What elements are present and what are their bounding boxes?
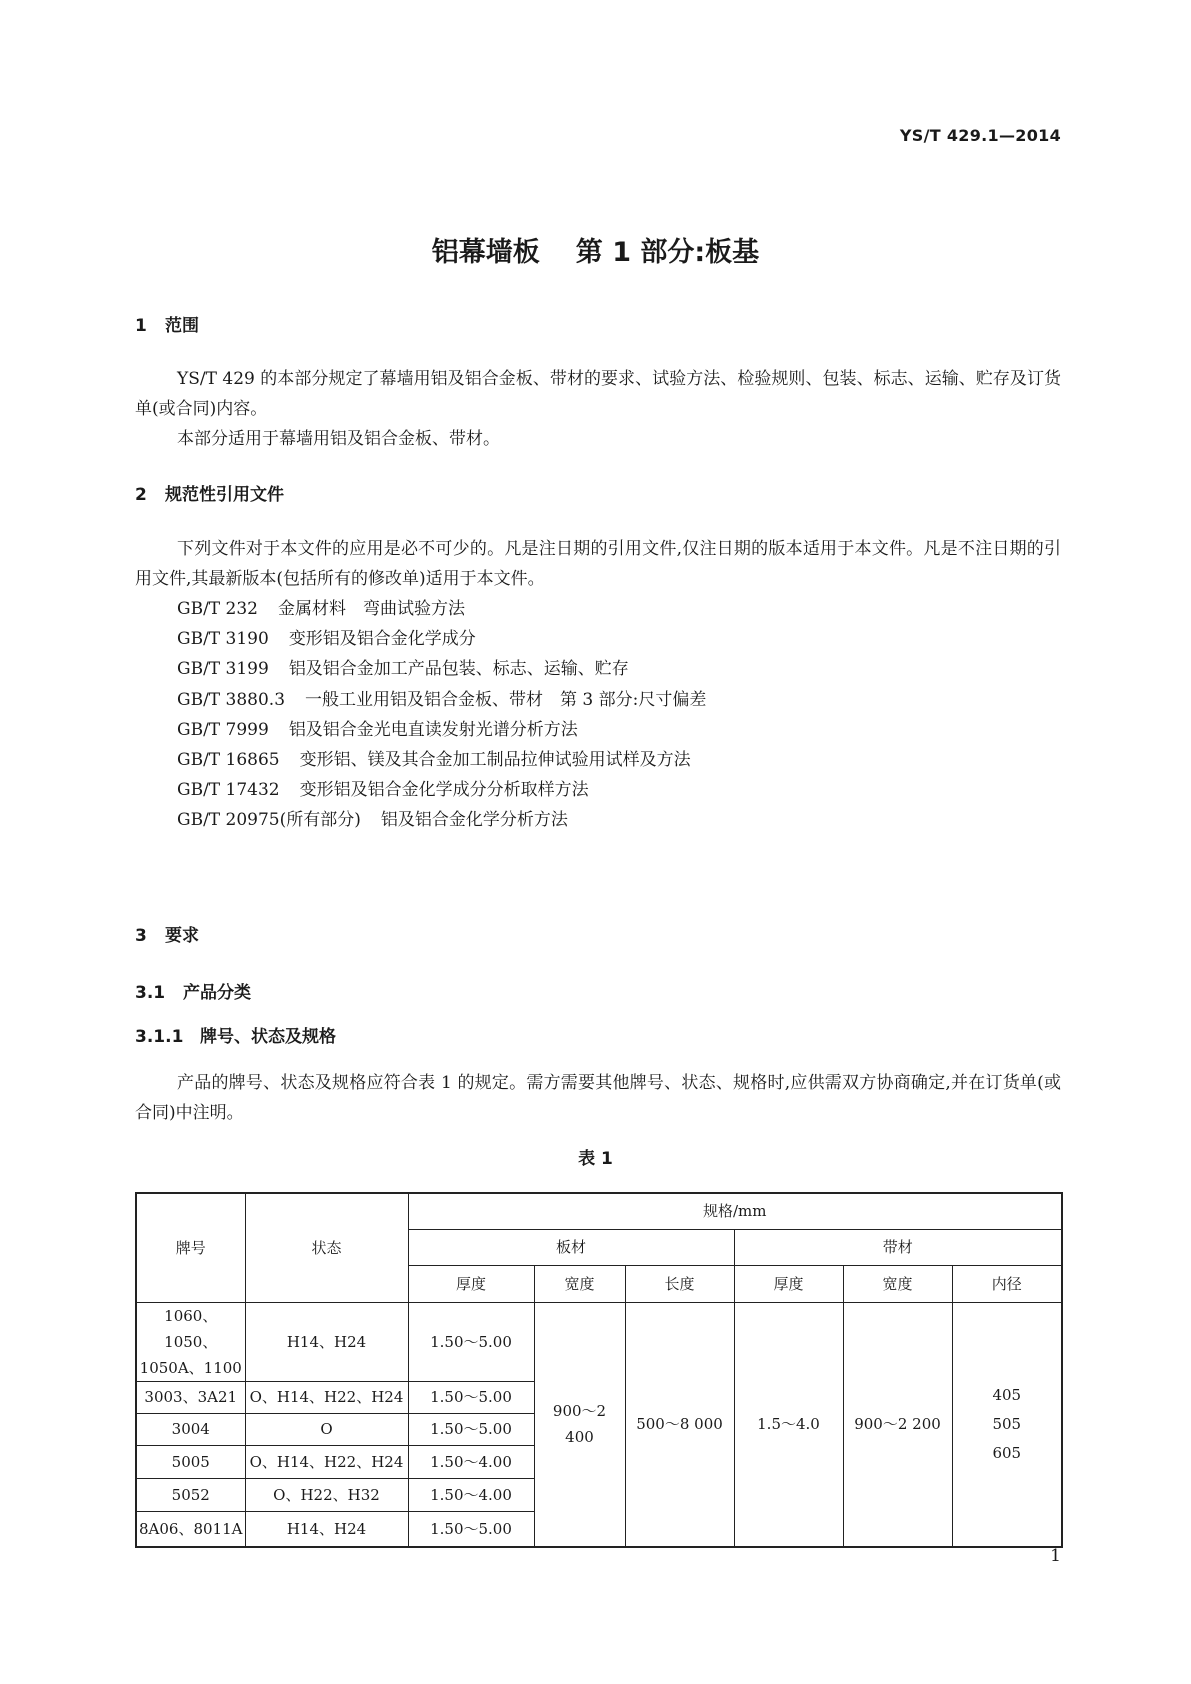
cell-thickness: 1.50～4.00: [408, 1445, 534, 1478]
document-title: [0, 230, 1191, 269]
section-number: 3: [135, 926, 147, 946]
reference-code: GB/T 7999: [177, 719, 269, 740]
cell-thickness: 1.50～5.00: [408, 1381, 534, 1413]
paragraph: YS/T 429 的本部分规定了幕墙用铝及铝合金板、带材的要求、试验方法、检验规则、包装、标志、运输、贮存及订货单(或合同)内容。: [135, 369, 1061, 419]
section-number: 3.1.1: [135, 1027, 184, 1047]
section-1-heading: [135, 311, 199, 336]
reference-item: [177, 594, 706, 624]
header-strip-thickness: 厚度: [734, 1265, 843, 1302]
reference-item: [177, 685, 706, 715]
section-title: 牌号、状态及规格: [200, 1027, 336, 1047]
section-number: 3.1: [135, 983, 166, 1003]
section-number: 1: [135, 316, 147, 336]
reference-code: GB/T 16865: [177, 750, 280, 771]
header-strip-width: 宽度: [843, 1265, 952, 1302]
cell-grade: 3003、3A21: [136, 1381, 245, 1413]
cell-strip-thickness: 1.5～4.0: [734, 1302, 843, 1547]
paragraph: 下列文件对于本文件的应用是必不可少的。凡是注日期的引用文件,仅注日期的版本适用于本文件。凡是不注日期的引用文件,其最新版本(包括所有的修改单)适用于本文件。: [135, 539, 1061, 589]
cell-temper: O: [245, 1413, 408, 1445]
reference-code: GB/T 17432: [177, 780, 280, 801]
title-main: 铝幕墙板: [431, 237, 540, 268]
section-title: 范围: [165, 316, 199, 336]
section-number: 2: [135, 485, 147, 505]
cell-strip-width: 900～2 200: [843, 1302, 952, 1547]
paragraph: 本部分适用于幕墙用铝及铝合金板、带材。: [177, 429, 500, 449]
reference-item: [177, 805, 706, 835]
grade-spec-body: [135, 1068, 1061, 1128]
header-sheet: 板材: [408, 1229, 734, 1265]
cell-thickness: 1.50～5.00: [408, 1511, 534, 1547]
reference-code: GB/T 3880.3: [177, 689, 286, 710]
reference-title: 铝及铝合金加工产品包装、标志、运输、贮存: [288, 659, 629, 680]
table-row: [136, 1302, 1062, 1381]
header-strip: 带材: [734, 1229, 1062, 1265]
cell-grade: 8A06、8011A: [136, 1511, 245, 1547]
section-3-1-heading: [135, 978, 251, 1003]
reference-title: 金属材料 弯曲试验方法: [278, 599, 465, 619]
reference-title: 铝及铝合金光电直读发射光谱分析方法: [288, 719, 578, 740]
cell-temper: H14、H24: [245, 1302, 408, 1381]
title-sub: 第 1 部分:板基: [575, 237, 760, 268]
header-spec: 规格/mm: [408, 1193, 1062, 1229]
cell-thickness: 1.50～4.00: [408, 1478, 534, 1511]
reference-item: [177, 654, 706, 684]
cell-temper: O、H14、H22、H24: [245, 1381, 408, 1413]
cell-sheet-length: 500～8 000: [625, 1302, 734, 1547]
cell-grade: 5005: [136, 1445, 245, 1478]
header-grade: 牌号: [136, 1193, 245, 1302]
page-number: 1: [1050, 1546, 1061, 1566]
standard-code: YS/T 429.1—2014: [899, 126, 1061, 145]
reference-item: [177, 624, 706, 654]
section-title: 规范性引用文件: [165, 485, 284, 505]
header-sheet-width: 宽度: [534, 1265, 625, 1302]
reference-code: GB/T 3190: [177, 629, 269, 650]
cell-grade: 5052: [136, 1478, 245, 1511]
header-strip-inner-diameter: 内径: [952, 1265, 1062, 1302]
cell-grade: 3004: [136, 1413, 245, 1445]
cell-temper: H14、H24: [245, 1511, 408, 1547]
section-title: 要求: [165, 926, 199, 946]
reference-title: 铝及铝合金化学分析方法: [380, 810, 568, 831]
reference-title: 变形铝及铝合金化学成分分析取样方法: [299, 780, 589, 801]
cell-temper: O、H22、H32: [245, 1478, 408, 1511]
table-caption: 表 1: [578, 1149, 613, 1169]
reference-code: GB/T 20975(所有部分): [177, 810, 361, 831]
section-3-1-1-heading: [135, 1022, 336, 1047]
reference-item: [177, 745, 706, 775]
paragraph: 产品的牌号、状态及规格应符合表 1 的规定。需方需要其他牌号、状态、规格时,应供需双方协商确定,并在订货单(或合同)中注明。: [135, 1073, 1061, 1123]
reference-list: [177, 594, 706, 836]
cell-thickness: 1.50～5.00: [408, 1413, 534, 1445]
header-sheet-thickness: 厚度: [408, 1265, 534, 1302]
section-title: 产品分类: [183, 983, 251, 1003]
reference-code: GB/T 3199: [177, 659, 269, 680]
header-sheet-length: 长度: [625, 1265, 734, 1302]
reference-title: 变形铝及铝合金化学成分: [288, 629, 476, 650]
normative-intro: [135, 534, 1061, 594]
reference-title: 变形铝、镁及其合金加工制品拉伸试验用试样及方法: [299, 750, 691, 771]
section-2-heading: [135, 480, 284, 505]
reference-item: [177, 775, 706, 805]
section-3-heading: [135, 921, 199, 946]
cell-sheet-width: 900～2 400: [534, 1302, 625, 1547]
reference-code: GB/T 232: [177, 599, 258, 619]
header-temper: 状态: [245, 1193, 408, 1302]
scope-body: [135, 364, 1061, 454]
cell-grade: 1060、1050、 1050A、1100: [136, 1302, 245, 1381]
table-header-row: [136, 1193, 1062, 1229]
reference-title: 一般工业用铝及铝合金板、带材 第 3 部分:尺寸偏差: [305, 689, 707, 710]
cell-strip-inner-diameter: 405 505 605: [952, 1302, 1062, 1547]
cell-temper: O、H14、H22、H24: [245, 1445, 408, 1478]
cell-thickness: 1.50～5.00: [408, 1302, 534, 1381]
reference-item: [177, 715, 706, 745]
spec-table: [135, 1192, 1063, 1548]
